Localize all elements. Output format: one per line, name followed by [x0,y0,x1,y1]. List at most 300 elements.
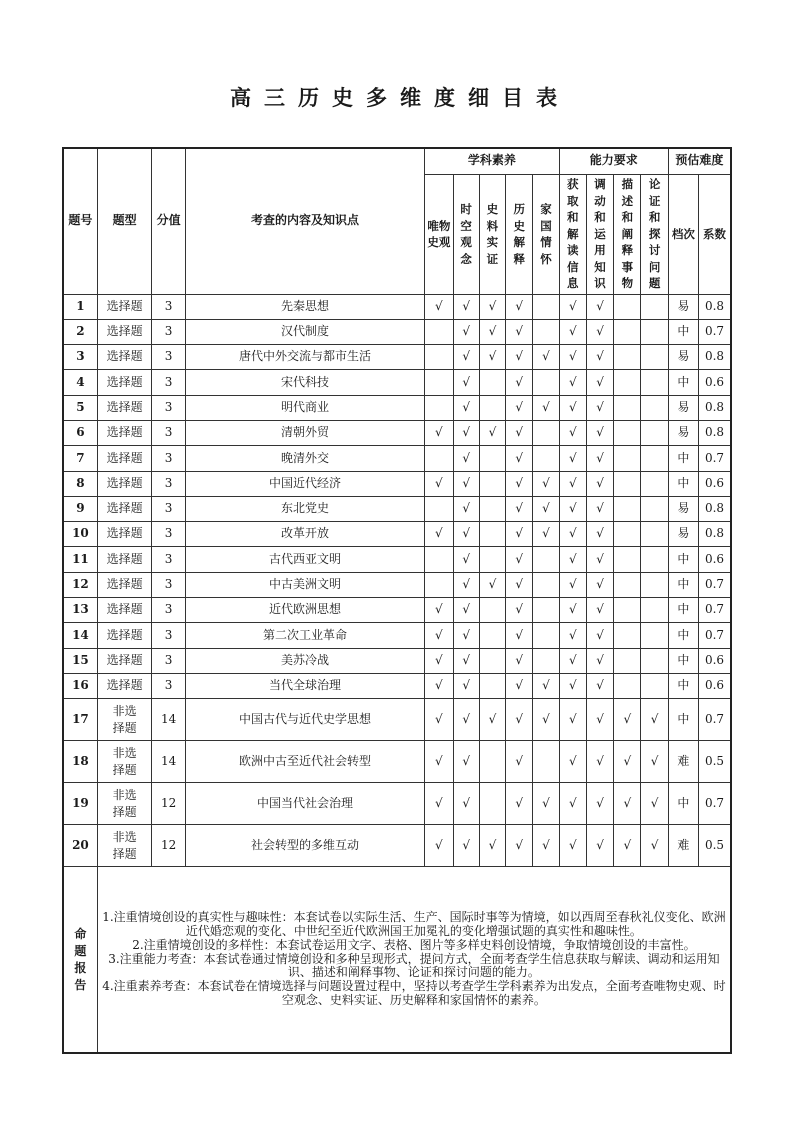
row-content: 东北党史 [185,496,424,521]
row-type: 非选择题 [97,699,152,741]
check-mark: √ [479,825,505,867]
row-content: 中国古代与近代史学思想 [185,699,424,741]
check-mark: √ [453,825,479,867]
row-score: 3 [152,623,185,648]
check-mark: √ [533,345,559,370]
header-row-groups [63,148,731,174]
check-mark: √ [425,420,453,445]
row-content: 古代西亚文明 [185,547,424,572]
row-level: 中 [668,471,698,496]
check-mark: √ [453,741,479,783]
check-mark: √ [453,598,479,623]
check-cell-ability [614,623,641,648]
check-cell-literacy [479,522,505,547]
check-mark: √ [586,699,613,741]
check-mark: √ [586,294,613,319]
row-num: 1 [63,294,97,319]
row-score: 12 [152,825,185,867]
table-row [63,572,731,597]
check-mark: √ [641,783,668,825]
row-num: 12 [63,572,97,597]
check-mark: √ [559,294,586,319]
header-group-difficulty: 预估难度 [668,148,731,174]
check-mark: √ [425,673,453,698]
row-num: 17 [63,699,97,741]
row-coef: 0.6 [699,471,731,496]
row-type: 选择题 [97,446,152,471]
check-mark: √ [453,446,479,471]
header-score: 分值 [152,148,185,294]
check-cell-literacy [479,370,505,395]
row-level: 中 [668,598,698,623]
table-row [63,699,731,741]
table-row [63,598,731,623]
check-cell-ability [614,471,641,496]
check-mark: √ [453,395,479,420]
row-score: 3 [152,496,185,521]
check-mark: √ [506,395,533,420]
check-mark: √ [453,522,479,547]
check-mark: √ [479,319,505,344]
check-mark: √ [533,395,559,420]
check-mark: √ [425,598,453,623]
check-mark: √ [586,741,613,783]
report-paragraph: 1.注重情境创设的真实性与趣味性：本套试卷以实际生活、生产、国际时事等为情境，如以西周至春秋礼仪变化、欧洲近代婚恋观的变化、中世纪至近代欧洲国王加冕礼的变化增强试题的真实性和趣味性。 [102,910,726,938]
row-type: 选择题 [97,370,152,395]
check-cell-ability [641,420,668,445]
table-row [63,783,731,825]
row-score: 3 [152,547,185,572]
check-mark: √ [425,294,453,319]
check-mark: √ [425,825,453,867]
row-level: 中 [668,446,698,471]
row-content: 宋代科技 [185,370,424,395]
row-num: 14 [63,623,97,648]
check-cell-literacy [479,598,505,623]
check-mark: √ [559,370,586,395]
row-level: 中 [668,572,698,597]
row-score: 3 [152,319,185,344]
check-cell-ability [614,673,641,698]
check-mark: √ [506,783,533,825]
check-mark: √ [533,522,559,547]
table-row [63,294,731,319]
table-row [63,673,731,698]
report-paragraph: 3.注重能力考查：本套试卷通过情境创设和多种呈现形式，提问方式，全面考查学生信息获取与解读、调动和运用知识、描述和阐释事物、论证和探讨问题的能力。 [108,951,720,980]
row-type: 选择题 [97,522,152,547]
row-score: 3 [152,446,185,471]
check-cell-literacy [425,370,453,395]
check-mark: √ [586,648,613,673]
row-score: 3 [152,370,185,395]
check-cell-ability [641,395,668,420]
row-coef: 0.8 [699,496,731,521]
row-coef: 0.7 [699,446,731,471]
check-mark: √ [559,572,586,597]
header-group-ability: 能力要求 [559,148,668,174]
check-cell-literacy [533,623,559,648]
check-mark: √ [586,522,613,547]
check-mark: √ [559,471,586,496]
check-cell-literacy [425,395,453,420]
row-type: 选择题 [97,598,152,623]
row-coef: 0.5 [699,825,731,867]
row-score: 14 [152,699,185,741]
check-cell-literacy [479,547,505,572]
check-cell-ability [614,522,641,547]
check-mark: √ [586,471,613,496]
row-content: 美苏冷战 [185,648,424,673]
check-mark: √ [506,699,533,741]
row-type: 非选择题 [97,825,152,867]
row-level: 中 [668,623,698,648]
row-coef: 0.8 [699,345,731,370]
check-mark: √ [614,783,641,825]
row-content: 第二次工业革命 [185,623,424,648]
check-mark: √ [453,345,479,370]
row-level: 易 [668,420,698,445]
row-score: 3 [152,572,185,597]
row-score: 3 [152,345,185,370]
row-num: 11 [63,547,97,572]
check-cell-literacy [533,370,559,395]
check-cell-literacy [479,673,505,698]
check-mark: √ [425,699,453,741]
row-score: 14 [152,741,185,783]
row-score: 3 [152,522,185,547]
check-mark: √ [453,420,479,445]
row-level: 易 [668,294,698,319]
check-mark: √ [559,547,586,572]
check-mark: √ [453,294,479,319]
row-type: 选择题 [97,673,152,698]
header-literacy-5: 家国情怀 [540,202,552,266]
row-type: 选择题 [97,420,152,445]
check-cell-ability [614,294,641,319]
check-mark: √ [506,598,533,623]
row-level: 易 [668,522,698,547]
check-mark: √ [506,572,533,597]
check-mark: √ [506,673,533,698]
row-type: 选择题 [97,648,152,673]
check-cell-literacy [479,446,505,471]
check-cell-ability [641,345,668,370]
row-content: 中国当代社会治理 [185,783,424,825]
check-mark: √ [479,699,505,741]
check-mark: √ [559,648,586,673]
report-label: 命题报告 [74,926,87,992]
check-mark: √ [506,370,533,395]
check-mark: √ [453,648,479,673]
row-coef: 0.7 [699,783,731,825]
check-cell-literacy [425,572,453,597]
check-cell-literacy [425,547,453,572]
row-score: 3 [152,294,185,319]
row-content: 近代欧洲思想 [185,598,424,623]
row-level: 易 [668,395,698,420]
check-cell-ability [614,572,641,597]
check-mark: √ [425,648,453,673]
check-cell-ability [614,598,641,623]
check-cell-ability [614,648,641,673]
check-cell-ability [614,319,641,344]
row-num: 7 [63,446,97,471]
check-mark: √ [479,345,505,370]
check-mark: √ [453,673,479,698]
row-type: 选择题 [97,319,152,344]
check-mark: √ [425,783,453,825]
header-literacy-4: 历史解释 [513,202,525,266]
check-mark: √ [479,572,505,597]
check-mark: √ [586,623,613,648]
row-level: 易 [668,345,698,370]
table-row [63,420,731,445]
check-cell-literacy [479,623,505,648]
check-cell-ability [641,471,668,496]
check-mark: √ [533,673,559,698]
check-cell-ability [641,673,668,698]
check-cell-ability [641,648,668,673]
header-content: 考查的内容及知识点 [185,148,424,294]
check-mark: √ [453,319,479,344]
row-level: 中 [668,370,698,395]
row-coef: 0.7 [699,598,731,623]
check-cell-literacy [533,446,559,471]
check-cell-literacy [533,420,559,445]
row-content: 晚清外交 [185,446,424,471]
row-type: 选择题 [97,547,152,572]
row-num: 15 [63,648,97,673]
check-mark: √ [506,345,533,370]
page-title: 高三历史多维度细目表 [230,86,570,110]
row-type: 非选择题 [97,741,152,783]
row-content: 汉代制度 [185,319,424,344]
check-mark: √ [533,825,559,867]
row-coef: 0.7 [699,319,731,344]
check-mark: √ [453,783,479,825]
report-text [97,867,731,1053]
header-literacy-1: 唯物史观 [427,218,451,249]
check-mark: √ [425,741,453,783]
row-score: 12 [152,783,185,825]
check-cell-ability [641,547,668,572]
check-cell-literacy [425,496,453,521]
check-mark: √ [506,319,533,344]
row-type: 选择题 [97,623,152,648]
row-num: 4 [63,370,97,395]
check-mark: √ [641,699,668,741]
row-coef: 0.7 [699,572,731,597]
check-cell-literacy [533,741,559,783]
check-mark: √ [559,741,586,783]
check-cell-ability [614,547,641,572]
row-score: 3 [152,673,185,698]
check-mark: √ [586,319,613,344]
table-row [63,395,731,420]
table-row [63,370,731,395]
check-mark: √ [453,370,479,395]
check-mark: √ [453,547,479,572]
row-type: 选择题 [97,294,152,319]
report-paragraph: 2.注重情境创设的多样性：本套试卷运用文字、表格、图片等多样史料创设情境，争取情境创设的丰富性。 [132,937,696,952]
check-cell-ability [614,395,641,420]
check-mark: √ [453,496,479,521]
row-level: 中 [668,699,698,741]
header-type: 题型 [97,148,152,294]
row-num: 20 [63,825,97,867]
row-num: 16 [63,673,97,698]
row-level: 中 [668,673,698,698]
row-level: 中 [668,319,698,344]
header-num: 题号 [63,148,97,294]
report-paragraph: 4.注重素养考查：本套试卷在情境选择与问题设置过程中，坚持以考查学生学科素养为出发点，全面考查唯物史观、时空观念、史料实证、历史解释和家国情怀的素养。 [102,979,726,1007]
header-ability-2: 调动和运用知识 [594,177,606,291]
check-mark: √ [559,783,586,825]
check-cell-ability [614,420,641,445]
check-cell-literacy [425,345,453,370]
check-cell-literacy [479,496,505,521]
check-cell-ability [641,496,668,521]
row-content: 社会转型的多维互动 [185,825,424,867]
check-mark: √ [559,623,586,648]
row-num: 5 [63,395,97,420]
row-content: 明代商业 [185,395,424,420]
check-mark: √ [614,699,641,741]
row-coef: 0.7 [699,699,731,741]
row-coef: 0.5 [699,741,731,783]
check-mark: √ [533,471,559,496]
check-mark: √ [559,345,586,370]
row-type: 选择题 [97,572,152,597]
check-mark: √ [453,623,479,648]
check-cell-ability [641,446,668,471]
row-num: 3 [63,345,97,370]
row-type: 选择题 [97,395,152,420]
row-coef: 0.7 [699,623,731,648]
check-mark: √ [586,395,613,420]
check-cell-literacy [533,547,559,572]
row-level: 中 [668,648,698,673]
check-mark: √ [506,522,533,547]
check-mark: √ [533,783,559,825]
row-num: 18 [63,741,97,783]
table-row [63,446,731,471]
table-row [63,522,731,547]
check-mark: √ [506,825,533,867]
row-num: 6 [63,420,97,445]
row-coef: 0.6 [699,673,731,698]
check-mark: √ [614,741,641,783]
row-content: 欧洲中古至近代社会转型 [185,741,424,783]
check-cell-ability [641,294,668,319]
row-content: 中古美洲文明 [185,572,424,597]
check-mark: √ [586,496,613,521]
row-type: 选择题 [97,471,152,496]
check-cell-ability [614,370,641,395]
row-content: 先秦思想 [185,294,424,319]
check-mark: √ [586,420,613,445]
check-cell-ability [614,496,641,521]
check-mark: √ [425,471,453,496]
check-mark: √ [425,623,453,648]
header-ability-1: 获取和解读信息 [567,177,579,291]
table-row [63,471,731,496]
row-content: 中国近代经济 [185,471,424,496]
check-mark: √ [586,345,613,370]
check-cell-literacy [425,446,453,471]
row-score: 3 [152,648,185,673]
check-cell-ability [641,319,668,344]
check-cell-literacy [533,319,559,344]
header-literacy-2: 时空观念 [460,202,472,266]
row-num: 2 [63,319,97,344]
check-mark: √ [453,471,479,496]
check-mark: √ [559,420,586,445]
check-cell-ability [641,572,668,597]
check-cell-ability [641,623,668,648]
check-mark: √ [559,446,586,471]
row-level: 难 [668,741,698,783]
row-score: 3 [152,471,185,496]
check-cell-literacy [533,294,559,319]
check-cell-literacy [533,598,559,623]
check-cell-literacy [533,648,559,673]
check-mark: √ [506,294,533,319]
header-literacy-3: 史料实证 [486,202,499,266]
check-cell-literacy [479,741,505,783]
table-row [63,741,731,783]
table-row [63,547,731,572]
check-mark: √ [641,741,668,783]
check-mark: √ [479,420,505,445]
row-coef: 0.6 [699,547,731,572]
row-num: 13 [63,598,97,623]
check-cell-literacy [533,572,559,597]
table-row [63,623,731,648]
row-num: 19 [63,783,97,825]
check-mark: √ [453,572,479,597]
check-mark: √ [533,496,559,521]
row-coef: 0.6 [699,648,731,673]
row-content: 唐代中外交流与都市生活 [185,345,424,370]
row-num: 10 [63,522,97,547]
check-cell-ability [641,598,668,623]
check-mark: √ [586,547,613,572]
check-mark: √ [641,825,668,867]
row-coef: 0.8 [699,294,731,319]
row-type: 选择题 [97,496,152,521]
row-content: 当代全球治理 [185,673,424,698]
check-mark: √ [506,623,533,648]
detail-table [62,147,732,1054]
header-group-literacy: 学科素养 [425,148,559,174]
check-cell-literacy [479,783,505,825]
row-coef: 0.8 [699,420,731,445]
check-mark: √ [586,370,613,395]
check-mark: √ [506,446,533,471]
check-cell-ability [641,370,668,395]
check-mark: √ [559,496,586,521]
check-mark: √ [506,741,533,783]
check-mark: √ [559,598,586,623]
check-mark: √ [559,522,586,547]
row-type: 选择题 [97,345,152,370]
header-difficulty-level: 档次 [671,226,695,241]
check-mark: √ [586,783,613,825]
check-mark: √ [506,648,533,673]
check-mark: √ [559,825,586,867]
check-cell-literacy [479,395,505,420]
